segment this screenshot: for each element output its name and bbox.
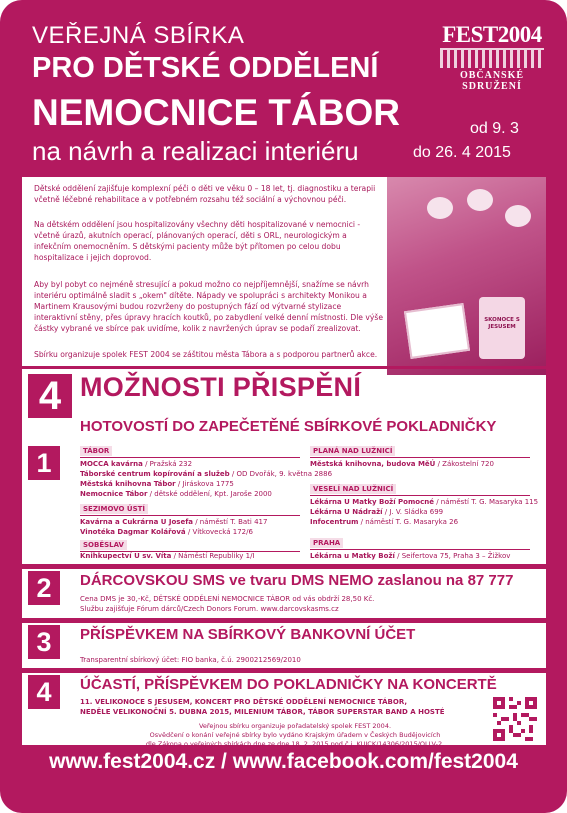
possibilities-number: 4 xyxy=(28,374,72,418)
list-item: Lékárna u Matky Boží / Seifertova 75, Praha 3 – Žižkov xyxy=(310,552,511,560)
leaflet-image xyxy=(404,303,470,359)
intro-paragraph-3: Aby byl pobyt co nejméně stresující a pokud možno co nejpříjemnější, snažíme se návrh interiéru optimálně sladit s „okem" dítěte. Nápady ve spolupráci s architekty Monikou a Martinem Krausovými budou rozvrženy do postupných fází od výtvarné stylizace interaktivní stěny, přes úpravy hracích koutků, po zabydlení velké denní místnosti. Dle výše částky vybrané ve sbírce pak uvidíme, kolik z navržených úprav se podaří zrealizovat. xyxy=(34,280,384,333)
header-line-3: NEMOCNICE TÁBOR xyxy=(32,92,400,133)
city-tabor: TÁBOR xyxy=(80,446,112,456)
divider xyxy=(22,366,546,369)
list-item: Infocentrum / náměstí T. G. Masaryka 26 xyxy=(310,518,459,526)
header-line-4: na návrh a realizaci interiéru xyxy=(32,136,359,166)
section-3-number: 3 xyxy=(28,625,60,659)
list-item: Lékárna U Nádraží / J. V. Sládka 699 xyxy=(310,508,444,516)
section-4-number: 4 xyxy=(28,675,60,709)
city-plana: PLANÁ NAD LUŽNICÍ xyxy=(310,446,395,456)
date-to: do 26. 4 2015 xyxy=(413,144,511,161)
city-underline xyxy=(310,457,530,458)
footer-legal-line-3: dle Zákona o veřejných sbírkách dne ze dne 18. 2. 2015 pod č.j. KUJCK/14306/2015/OLLV-2. xyxy=(145,740,445,748)
toy-icon xyxy=(427,197,453,219)
list-item: Nemocnice Tábor / dětské oddělení, Kpt. Jaroše 2000 xyxy=(80,490,272,498)
section-4-note-1: 11. VELIKONOCE S JESUSEM, KONCERT PRO DĚTSKÉ ODDĚLENÍ NEMOCNICE TÁBOR, xyxy=(80,698,408,706)
city-underline xyxy=(80,515,300,516)
toy-icon xyxy=(467,189,493,211)
logo-name: FEST2004 xyxy=(442,22,542,47)
intro-paragraph-4: Sbírku organizuje spolek FEST 2004 se záštitou města Tábora a s podporou partnerů akce. xyxy=(34,350,378,359)
footer-urls[interactable]: www.fest2004.cz / www.facebook.com/fest2004 xyxy=(49,750,518,773)
footer-legal-line-1: Veřejnou sbírku organizuje pořadatelský spolek FEST 2004. xyxy=(198,722,392,730)
intro-paragraph-2: Na dětském oddělení jsou hospitalizovány všechny děti hospitalizované v nemocnici - včetně úrazů, akutních operací, plánovaných operací, děti s ORL, neurologickým a infekčním onemocněním. S dětskými pacienty může být přítomen po celou dobu hospitalizace i jejich doprovod. xyxy=(34,220,361,262)
header-line-1: VEŘEJNÁ SBÍRKA xyxy=(32,22,245,49)
divider xyxy=(22,668,546,673)
city-praha: PRAHA xyxy=(310,538,343,548)
logo-subtitle: OBČANSKÉ SDRUŽENÍ xyxy=(459,70,525,92)
list-item: Knihkupectví U sv. Víta / Náměstí Republiky 1/I xyxy=(80,552,255,560)
divider xyxy=(22,564,546,569)
collection-box-label: SKONOCE S JESUSEM xyxy=(484,317,520,330)
city-sezimovo-usti: SEZIMOVO ÚSTÍ xyxy=(80,504,148,514)
fest2004-logo xyxy=(436,22,548,94)
footer-legal-line-2: Osvědčení o konání veřejné sbírky bylo vydáno Krajským úřadem v Českých Budějovicích xyxy=(149,731,441,739)
intro-paragraph-1: Dětské oddělení zajišťuje komplexní péči o děti ve věku 0 – 18 let, tj. diagnostiku a terapii včetně léčebné rehabilitace a v potřebném rozsahu též sociální a výchovnou péči. xyxy=(34,184,376,204)
section-4-title: ÚČASTÍ, PŘÍSPĚVKEM DO POKLADNIČKY NA KONCERTĚ xyxy=(80,676,497,693)
list-item: MOCCA kavárna / Pražská 232 xyxy=(80,460,193,468)
section-2-title: DÁRCOVSKOU SMS ve tvaru DMS NEMO zaslanou na 87 777 xyxy=(80,572,514,589)
section-1-number: 1 xyxy=(28,446,60,480)
footer-legal xyxy=(110,722,480,749)
section-3-note: Transparentní sbírkový účet: FIO banka, č.ú. 2900212569/2010 xyxy=(80,656,301,664)
list-item: Kavárna a Cukrárna U Josefa / náměstí T. Bati 417 xyxy=(80,518,268,526)
list-item: Lékárna U Matky Boží Pomocné / náměstí T. G. Masaryka 115 xyxy=(310,498,539,506)
city-underline xyxy=(80,457,300,458)
divider xyxy=(22,618,546,623)
section-2-number: 2 xyxy=(28,571,60,605)
date-from: od 9. 3 xyxy=(470,120,519,137)
city-sobeslav: SOBĚSLAV xyxy=(80,540,127,550)
city-vesele: VESELÍ NAD LUŽNICÍ xyxy=(310,484,396,494)
toy-icon xyxy=(505,205,531,227)
logo-crowd-graphic xyxy=(440,48,544,68)
list-item: Městská knihovna Tábor / Jiráskova 1775 xyxy=(80,480,234,488)
section-2-note-1: Cena DMS je 30,-Kč, DĚTSKÉ ODDĚLENÍ NEMOCNICE TÁBOR od vás obdrží 28,50 Kč. xyxy=(80,595,375,603)
qr-code-icon xyxy=(491,695,539,743)
list-item: Vinotéka Dagmar Kolářová / Vítkovecká 172/6 xyxy=(80,528,253,536)
section-2-note-2: Službu zajišťuje Fórum dárců/Czech Donors Forum. www.darcovskasms.cz xyxy=(80,605,339,613)
section-4-note-2: NEDĚLE VELIKONOČNÍ 5. DUBNA 2015, MILENIUM TÁBOR, TÁBOR SUPERSTAR BAND A HOSTÉ xyxy=(80,708,445,716)
section-1-title: HOTOVOSTÍ DO ZAPEČETĚNÉ SBÍRKOVÉ POKLADNIČKY xyxy=(80,418,497,435)
list-item: Městská knihovna, budova MěÚ / Zákostelní 720 xyxy=(310,460,494,468)
qr-code-graphic xyxy=(493,697,537,741)
header-line-2: PRO DĚTSKÉ ODDĚLENÍ xyxy=(32,52,379,84)
city-underline xyxy=(310,495,530,496)
list-item: Táborské centrum kopírování a služeb / OD Dvořák, 9. května 2886 xyxy=(80,470,333,478)
section-3-title: PŘÍSPĚVKEM NA SBÍRKOVÝ BANKOVNÍ ÚČET xyxy=(80,626,416,643)
hospital-ward-photo xyxy=(387,177,546,375)
city-underline xyxy=(310,549,530,550)
possibilities-title: MOŽNOSTI PŘISPĚNÍ xyxy=(80,372,362,402)
